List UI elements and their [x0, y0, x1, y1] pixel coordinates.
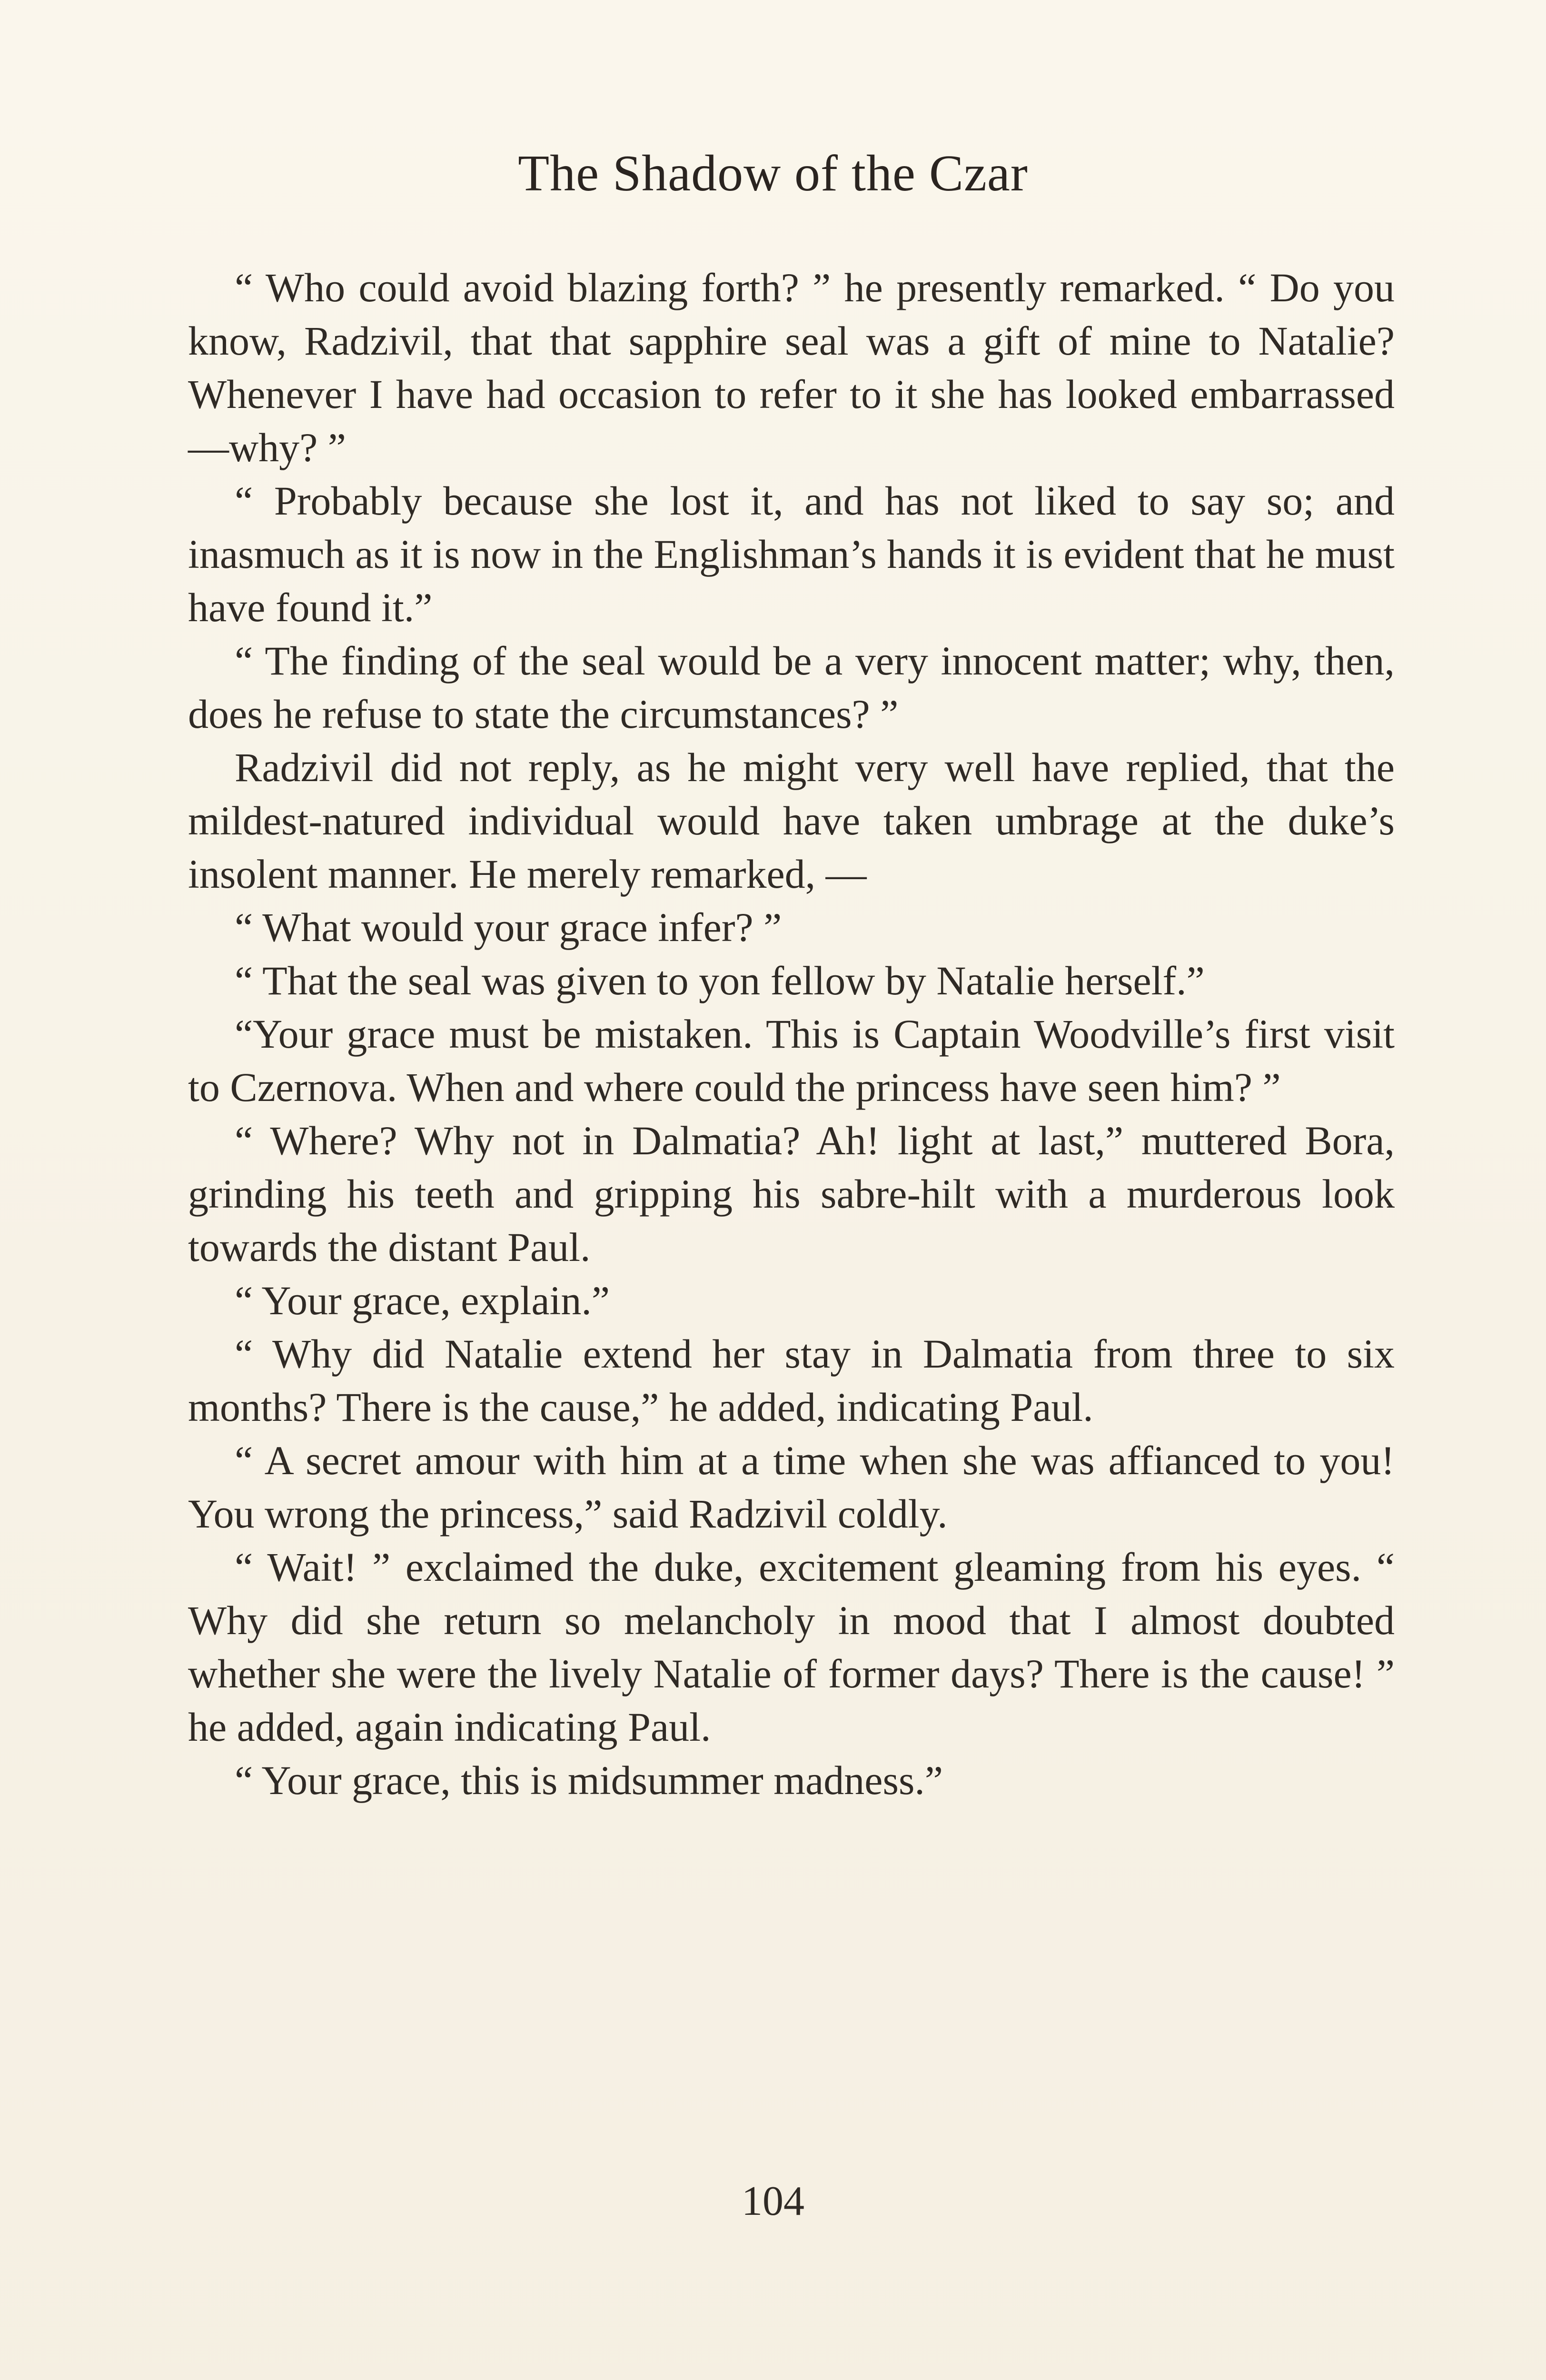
paragraph: “ Your grace, explain.” [235, 1278, 610, 1323]
body-text [188, 261, 1395, 1807]
paragraph: “ Why did Natalie extend her stay in Dalmatia from three to six months? There is the cause,” he added, indicating Paul. [188, 1331, 1395, 1430]
paragraph: “ Where? Why not in Dalmatia? Ah! light at last,” muttered Bora, grinding his teeth and gripping his sabre-hilt with a murderous look towards the distant Paul. [188, 1118, 1395, 1270]
paragraph: “ Probably because she lost it, and has not liked to say so; and inasmuch as it is now in the Englishman’s hands it is evident that he must have found it.” [188, 478, 1395, 630]
page-number: 104 [742, 2178, 804, 2224]
paragraph: “ What would your grace infer? ” [235, 904, 782, 950]
paragraph: “ A secret amour with him at a time when she was affianced to you! You wrong the princess,” said Radzivil coldly. [188, 1438, 1395, 1537]
running-head: The Shadow of the Czar [518, 145, 1028, 202]
paragraph: Radzivil did not reply, as he might very well have replied, that the mildest-natured individual would have taken umbrage at the duke’s insolent manner. He merely remarked, — [188, 744, 1395, 897]
paragraph: “ Your grace, this is midsummer madness.” [235, 1757, 943, 1803]
paragraph: “ The finding of the seal would be a very innocent matter; why, then, does he refuse to state the circumstances? ” [188, 638, 1395, 737]
paragraph: “Your grace must be mistaken. This is Captain Woodville’s first visit to Czernova. When and where could the princess have seen him? ” [188, 1011, 1395, 1110]
paragraph: “ Who could avoid blazing forth? ” he presently remarked. “ Do you know, Radzivil, that that sapphire seal was a gift of mine to Natalie? Whenever I have had occasion to refer to it she has looked embarrassed—why? ” [188, 265, 1395, 470]
paragraph: “ That the seal was given to yon fellow by Natalie herself.” [235, 958, 1205, 1003]
paragraph: “ Wait! ” exclaimed the duke, excitement gleaming from his eyes. “ Why did she return so melancholy in mood that I almost doubted whether she were the lively Natalie of former days? There is the cause! ” he added, again indicating Paul. [188, 1544, 1395, 1750]
